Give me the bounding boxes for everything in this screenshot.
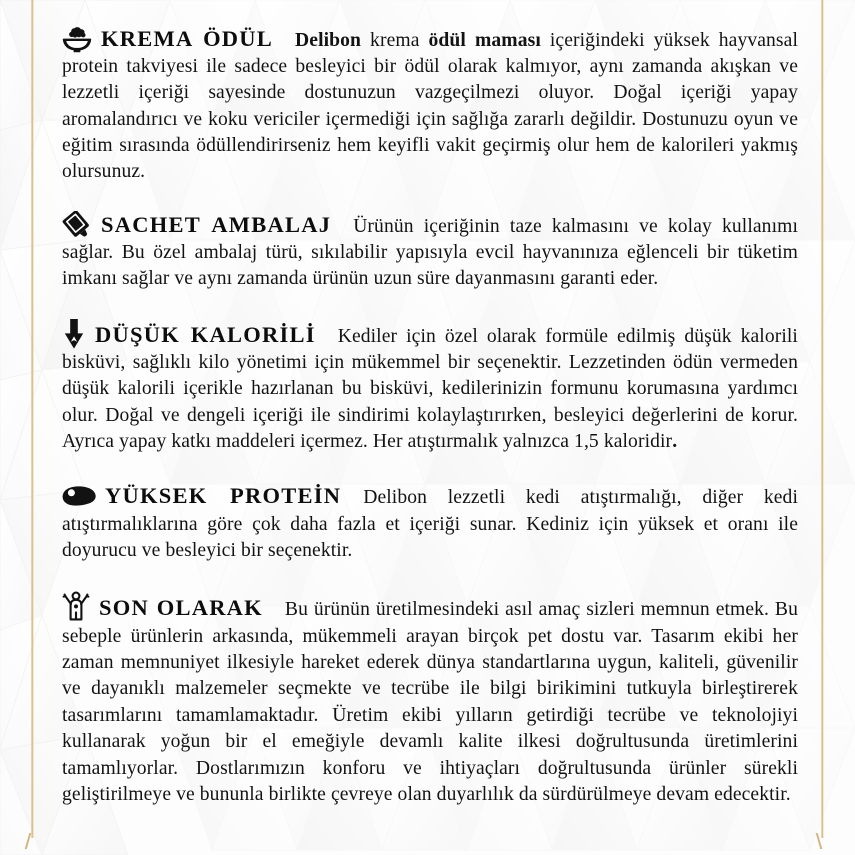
down-arrow-icon (62, 319, 86, 349)
section-title: KREMA ÖDÜL (101, 25, 274, 51)
cream-bowl-icon (62, 26, 92, 53)
section-body (62, 481, 798, 564)
sachet-packet-icon (62, 211, 92, 239)
section-title: SON OLARAK (99, 595, 263, 621)
section-title: DÜŞÜK KALORİLİ (95, 321, 316, 347)
section-dusuk-kalorili (62, 319, 798, 456)
body-run-emphasis: . (672, 431, 678, 453)
body-run-emphasis: ödül maması (428, 29, 541, 51)
left-gold-border (31, 0, 34, 838)
section-title: YÜKSEK PROTEİN (105, 483, 342, 509)
section-sachet-ambalaj (62, 210, 798, 293)
section-krema-odul (62, 24, 798, 186)
section-yuksek-protein (62, 481, 798, 564)
body-run: Delibon lezzetli kedi atıştırmalığı, diğer kedi atıştırmalıklarına göre çok daha fazla et içeriği sunar. Kediniz için yüksek et oranı ile doyurucu ve besleyici bir seçenektir. (62, 487, 798, 562)
meat-cut-icon (62, 486, 96, 510)
body-run: Kediler için özel olarak formüle edilmiş düşük kalorili bisküvi, sağlıklı kilo yönetimi için mükemmel bir seçenektir. Lezzetinden ödün vermeden düşük kalorili içerikle hazırlanan bu bisküvi, kedilerinizin formunu korumasına yardımcı olur. Doğal ve dengeli içeriği ile sindirimi kolaylaştırırken, besleyici değerlerini de korur. Ayrıca yapay katkı maddeleri içermez. Her atıştırmalık yalnızca 1,5 kaloridir (62, 325, 798, 453)
section-body (62, 24, 798, 186)
section-son-olarak (62, 590, 798, 808)
body-run: Ürünün içeriğinin taze kalmasını ve kolay kullanımı sağlar. Bu özel ambalaj türü, sıkılabilir yapısıyla evcil hayvanınıza eğlenceli bir tüketim imkanı sağlar ve aynı zamanda ürünün uzun süre dayanmasını garanti eder. (62, 215, 798, 290)
section-body (62, 319, 798, 456)
section-body (62, 210, 798, 293)
brand-name: Delibon (295, 29, 362, 51)
person-arms-raised-icon (62, 590, 90, 622)
right-gold-border (821, 0, 824, 838)
body-run: içeriğindeki yüksek hayvansal protein takviyesi ile sadece besleyici bir ödül olarak kalmıyor, aynı zamanda akışkan ve lezzetli içeriği sayesinde dostunuzun vazgeçilmezi oluyor. Doğal içeriği yapay aromalandırıcı ve koku vericiler içermediği için sağlığa zararlı değildir. Dostunuzu oyun ve eğitim sırasında ödüllendirirseniz hem keyifli vakit geçirmiş olur hem de kalorileri yakmış olursunuz. (62, 29, 798, 183)
body-run: Bu ürünün üretilmesindeki asıl amaç sizleri memnun etmek. Bu sebeple ürünlerin arkasında, mükemmeli arayan birçok pet dostu var. Tasarım ekibi her zaman memnuniyet ilkesiyle hareket ederek dünya standartlarına uygun, kaliteli, güvenilir ve dayanıklı malzemeler seçmekte ve tecrübe ile bilgi birikimini tutkuyla birleştirerek tasarımlarını tamamlamaktadır. Üretim ekibi yılların getirdiği tecrübe ve teknolojiyi kullanarak yoğun bir el emeğiyle devamlı kalite ilkesi doğrultusunda üretimlerini tamamlıyorlar. Dostlarımızın konforu ve ihtiyaçları doğrultusunda ürünler sürekli geliştirilmeye ve bununla birlikte çevreye olan duyarlılık da sürdürülmeye devam edecektir. (62, 599, 798, 805)
section-body (62, 590, 798, 808)
section-title: SACHET AMBALAJ (101, 211, 332, 237)
content-column (62, 4, 798, 828)
body-run: krema (361, 29, 429, 51)
